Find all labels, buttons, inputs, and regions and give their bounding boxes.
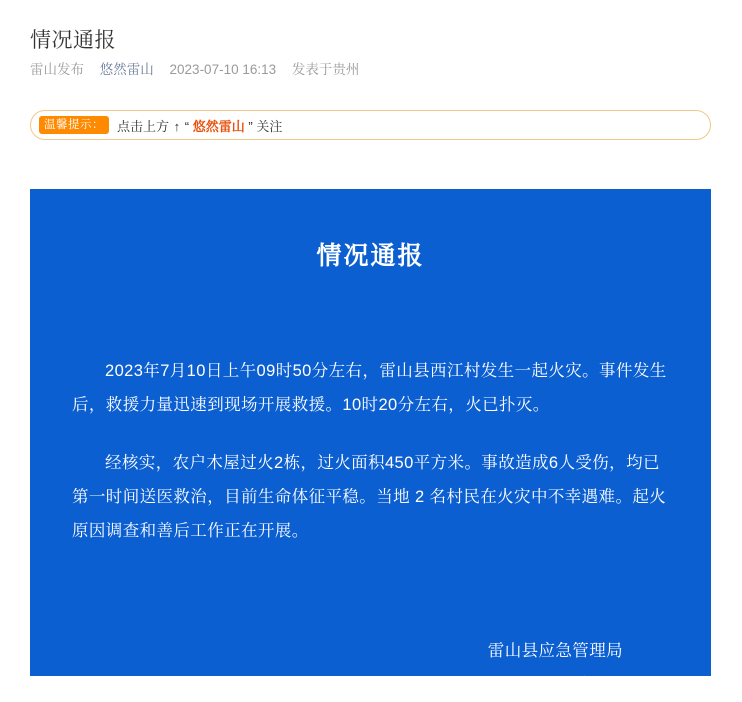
arrow-up-icon: ↑ bbox=[173, 118, 181, 134]
notice-heading: 情况通报 bbox=[316, 242, 425, 270]
tip-quote-open: “ bbox=[184, 118, 190, 134]
meta-account[interactable]: 悠然雷山 bbox=[99, 62, 154, 77]
tip-badge: 温馨提示： bbox=[39, 116, 109, 134]
page-title: 情况通报 bbox=[30, 29, 116, 53]
tip-text bbox=[117, 116, 282, 135]
signature-org: 雷山县应急管理局 bbox=[487, 642, 623, 660]
tip-quote-close: ” bbox=[248, 118, 253, 134]
signature-date: 2023年7月10日 bbox=[541, 676, 659, 694]
tip-account-name[interactable]: 悠然雷山 bbox=[192, 118, 245, 134]
meta-publisher: 雷山发布 bbox=[30, 62, 84, 77]
notice-paragraph: 2023年7月10日上午09时50分左右，雷山县西江村发生一起火灾。事件发生后，救援力量迅速到现场开展救援。10时20分左右，火已扑灭。 bbox=[72, 362, 667, 414]
follow-tip-bar[interactable] bbox=[30, 110, 711, 140]
meta-datetime: 2023-07-10 16:13 bbox=[169, 62, 277, 77]
signature-spacer bbox=[72, 572, 669, 634]
tip-suffix: 关注 bbox=[256, 118, 283, 134]
meta-location: 发表于贵州 bbox=[291, 62, 360, 77]
notice-paragraph: 经核实，农户木屋过火2栋，过火面积450平方米。事故造成6人受伤，均已第一时间送医救治，目前生命体征平稳。当地 2 名村民在火灾中不幸遇难。起火原因调查和善后工作正在开展。 bbox=[72, 454, 667, 540]
notice-card bbox=[30, 189, 711, 694]
notice-body bbox=[72, 272, 669, 702]
article-meta bbox=[30, 58, 371, 78]
tip-prefix: 点击上方 bbox=[117, 118, 170, 134]
